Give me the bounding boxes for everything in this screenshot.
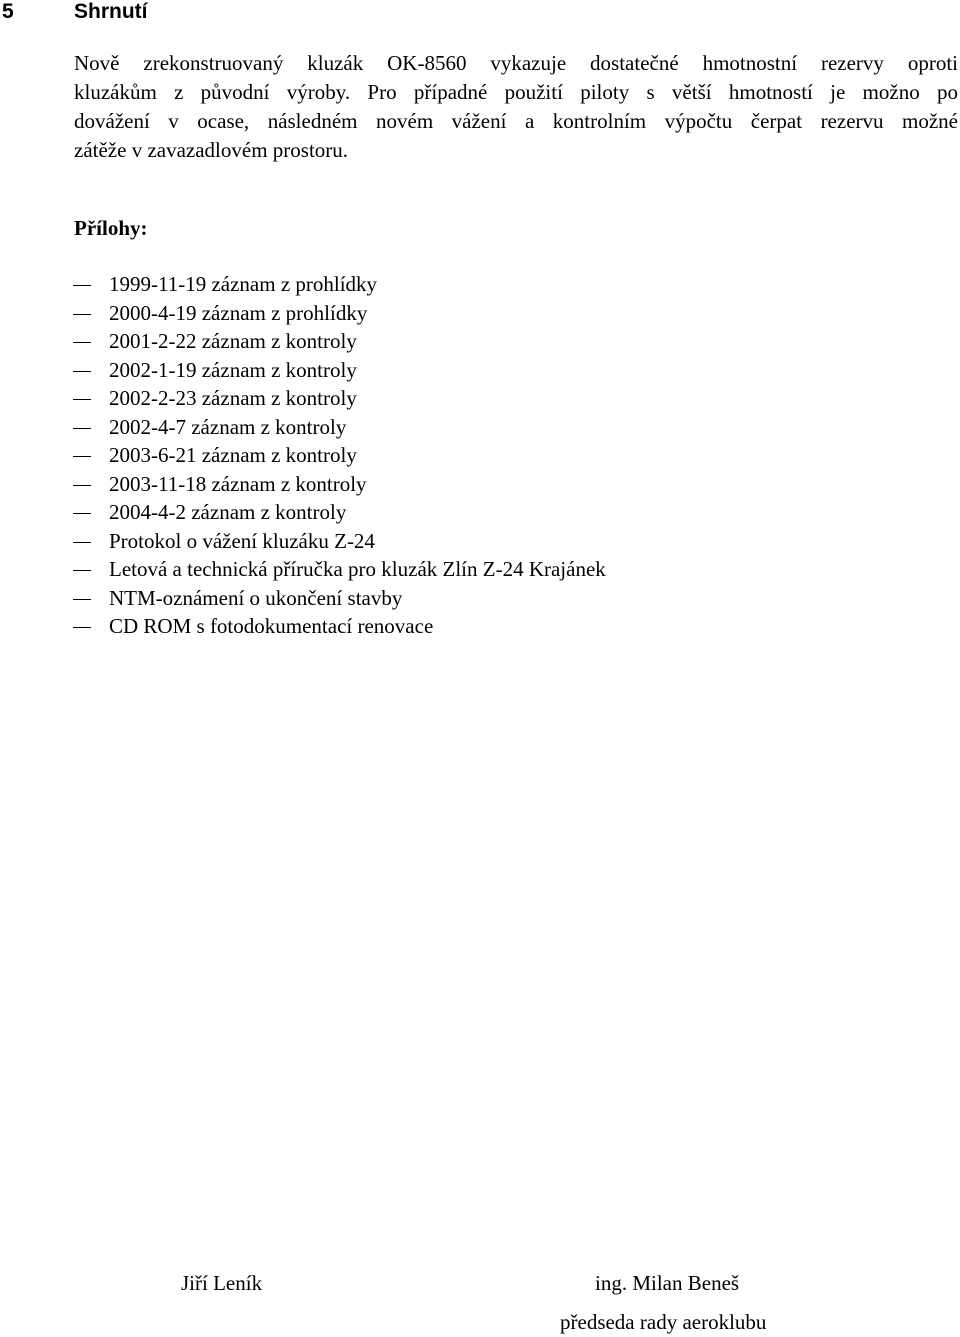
signature-left-name: Jiří Leník <box>181 1271 263 1295</box>
dash-bullet-icon <box>73 285 91 286</box>
attachment-text: CD ROM s fotodokumentací renovace <box>109 614 434 638</box>
summary-line: Nově zrekonstruovaný kluzák OK-8560 vykazuje dostatečné hmotnostní rezervy oproti <box>74 51 958 75</box>
attachment-text: NTM-oznámení o ukončení stavby <box>109 585 403 610</box>
dash-bullet-icon <box>73 513 91 514</box>
summary-line: zátěže v zavazadlovém prostoru. <box>74 138 349 162</box>
attachment-text: 2002-4-7 záznam z kontroly <box>109 414 347 439</box>
summary-line: kluzákům z původní výroby. Pro případné použití piloty s větší hmotností je možno po <box>74 80 958 104</box>
attachment-text: Protokol o vážení kluzáku Z-24 <box>109 528 375 553</box>
attachment-text: 2000-4-19 záznam z prohlídky <box>109 300 368 325</box>
attachment-text: 2004-4-2 záznam z kontroly <box>109 500 347 524</box>
attachment-text: 2003-6-21 záznam z kontroly <box>109 443 357 467</box>
attachment-text: 2003-11-18 záznam z kontroly <box>109 471 367 496</box>
dash-bullet-icon <box>73 570 91 571</box>
attachment-text: 2002-2-23 záznam z kontroly <box>109 386 357 410</box>
dash-bullet-icon <box>73 399 91 400</box>
dash-bullet-icon <box>73 314 91 315</box>
attachment-text: 2002-1-19 záznam z kontroly <box>109 357 357 382</box>
attachment-text: 1999-11-19 záznam z prohlídky <box>109 272 378 296</box>
signature-right-name: ing. Milan Beneš <box>595 1271 740 1295</box>
attachment-text: 2001-2-22 záznam z kontroly <box>109 329 357 353</box>
attachments-heading: Přílohy: <box>74 216 148 240</box>
summary-paragraph <box>74 49 958 165</box>
dash-bullet-icon <box>73 485 91 486</box>
summary-line: dovážení v ocase, následném novém vážení a kontrolním výpočtu čerpat rezervu možné <box>74 109 958 133</box>
dash-bullet-icon <box>73 542 91 543</box>
dash-bullet-icon <box>73 342 91 343</box>
attachment-text: Letová a technická příručka pro kluzák Zlín Z-24 Krajánek <box>109 557 606 581</box>
dash-bullet-icon <box>73 428 91 429</box>
dash-bullet-icon <box>73 456 91 457</box>
dash-bullet-icon <box>73 371 91 372</box>
section-title: Shrnutí <box>74 0 148 23</box>
signature-right-role: předseda rady aeroklubu <box>560 1310 767 1334</box>
dash-bullet-icon <box>73 599 91 600</box>
section-number: 5 <box>2 0 14 23</box>
dash-bullet-icon <box>73 627 91 628</box>
